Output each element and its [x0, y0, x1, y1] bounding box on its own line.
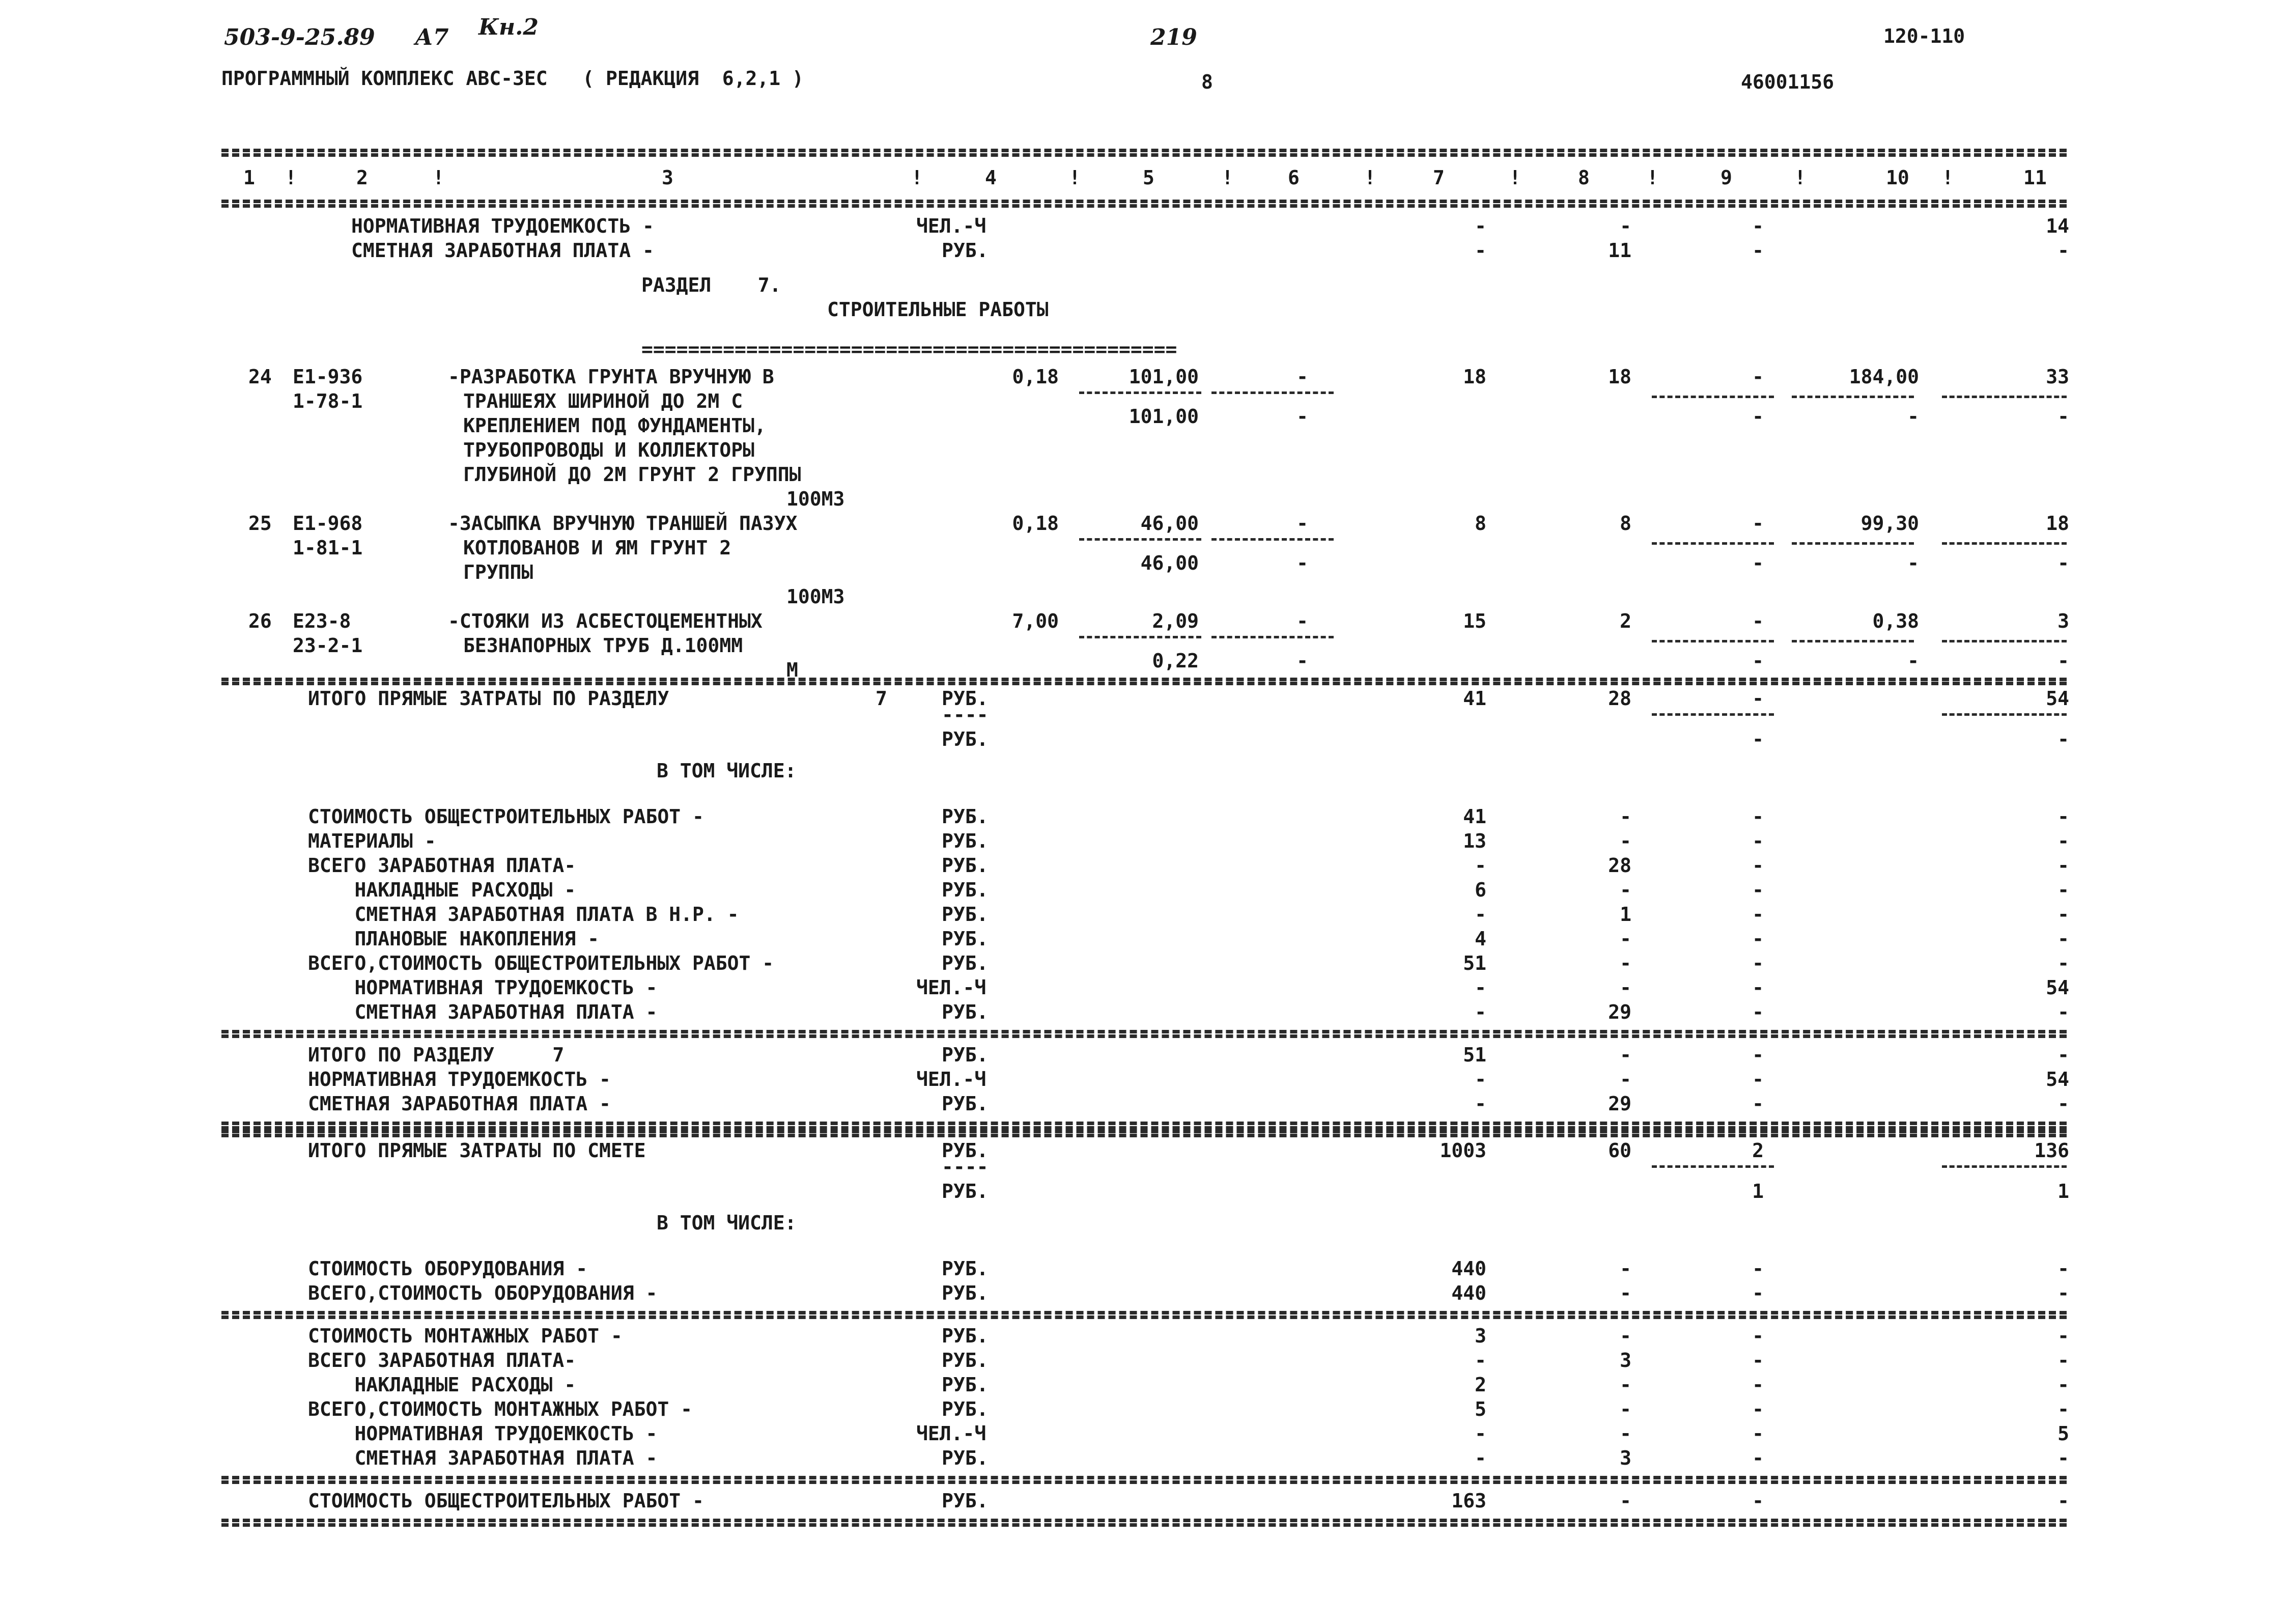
item-unit: М [786, 659, 798, 681]
total-rule [221, 678, 2067, 681]
unit-label: РУБ. [942, 854, 989, 877]
unit-label: РУБ. [942, 1349, 989, 1371]
cell-c7: 6 [1475, 879, 1486, 901]
column-separator: ! [1794, 166, 1806, 189]
cell-rule [1792, 396, 1914, 398]
unit-underline: ---- [942, 1156, 989, 1178]
cell-c8: 18 [1608, 366, 1631, 388]
cell-c11: - [2057, 1490, 2069, 1512]
summary-label: СМЕТНАЯ ЗАРАБОТНАЯ ПЛАТА В Н.Р. - [308, 903, 739, 926]
cell-c8: - [1620, 1325, 1631, 1347]
unit-label: РУБ. [942, 879, 989, 901]
column-header-11: 11 [2023, 166, 2047, 189]
unit-label: РУБ. [942, 903, 989, 926]
cell-c11: 14 [2046, 215, 2069, 237]
handwritten-doc-code: 503-9-25.89 [224, 24, 375, 50]
cell-rule [1942, 713, 2067, 716]
double-separator: ============================================== [641, 338, 1177, 360]
unit-label: РУБ. [942, 1398, 989, 1420]
cell-rule [1652, 1165, 1774, 1168]
section-rule [221, 1519, 2067, 1522]
carried-label: НОРМАТИВНАЯ ТРУДОЕМКОСТЬ - [351, 215, 654, 237]
cell-c7: 41 [1463, 687, 1486, 710]
cell-c11: 54 [2046, 1068, 2069, 1090]
total-section-number: 7 [876, 687, 887, 710]
cell-c9: - [1752, 976, 1764, 999]
column-header-7: 7 [1433, 166, 1445, 189]
cell-c9-secondary: - [1752, 650, 1764, 672]
cell-c7: - [1475, 1349, 1486, 1371]
cell-rule [1942, 640, 2067, 642]
section-rule-2 [221, 1034, 2067, 1038]
column-header-9: 9 [1721, 166, 1732, 189]
cell-c8: 60 [1608, 1139, 1631, 1162]
summary-label: НОРМАТИВНАЯ ТРУДОЕМКОСТЬ - [308, 1068, 611, 1090]
column-header-6: 6 [1288, 166, 1300, 189]
column-header-2: 2 [356, 166, 368, 189]
cell-c6: - [1296, 512, 1308, 535]
item-code-secondary: 23-2-1 [293, 634, 363, 657]
column-header-4: 4 [985, 166, 997, 189]
handwritten-page-number: 219 [1150, 24, 1197, 50]
cell-c9: - [1752, 928, 1764, 950]
cell-c9: - [1752, 903, 1764, 926]
item-description: КРЕПЛЕНИЕМ ПОД ФУНДАМЕНТЫ, [463, 414, 766, 437]
cell-c11: 136 [2034, 1139, 2069, 1162]
item-code: Е1-936 [293, 366, 363, 388]
cell-c11: - [2057, 1398, 2069, 1420]
cell-c8: - [1620, 1490, 1631, 1512]
unit-label: ЧЕЛ.-Ч [916, 1068, 986, 1090]
cell-c5: 46,00 [1140, 512, 1199, 535]
cell-c9: - [1752, 1490, 1764, 1512]
total-label: ИТОГО ПРЯМЫЕ ЗАТРАТЫ ПО СМЕТЕ [308, 1139, 646, 1162]
item-code-secondary: 1-78-1 [293, 390, 363, 412]
cell-c9: - [1752, 512, 1764, 535]
cell-c11: - [2057, 1349, 2069, 1371]
summary-label: НОРМАТИВНАЯ ТРУДОЕМКОСТЬ - [308, 976, 658, 999]
cell-c7: - [1475, 1093, 1486, 1115]
item-code: Е23-8 [293, 610, 351, 632]
cell-c8: - [1620, 928, 1631, 950]
cell-c7: - [1475, 1447, 1486, 1469]
cell-c9-secondary: - [1752, 728, 1764, 750]
unit-label: РУБ. [942, 239, 989, 262]
handwritten-book: Кн.2 [478, 14, 539, 40]
cell-c7: 1003 [1440, 1139, 1486, 1162]
cell-c9: - [1752, 1001, 1764, 1023]
cell-c8: - [1620, 215, 1631, 237]
cell-c5-secondary: 101,00 [1129, 405, 1199, 428]
item-description: БЕЗНАПОРНЫХ ТРУБ Д.100ММ [463, 634, 743, 657]
document-number: 46001156 [1741, 71, 1835, 93]
cell-c7: 41 [1463, 805, 1486, 828]
cell-c10-secondary: - [1907, 650, 1919, 672]
column-separator: ! [433, 166, 444, 189]
cell-c11: - [2057, 805, 2069, 828]
summary-label: СТОИМОСТЬ МОНТАЖНЫХ РАБОТ - [308, 1325, 623, 1347]
section-number: РАЗДЕЛ 7. [641, 274, 781, 296]
cell-c8: 3 [1620, 1349, 1631, 1371]
program-line: ПРОГРАММНЫЙ КОМПЛЕКС АВС-ЗЕС ( РЕДАКЦИЯ 6,2,1 ) [221, 67, 804, 90]
cell-c10-secondary: - [1907, 552, 1919, 574]
cell-c7: 440 [1451, 1282, 1486, 1304]
section-rule [221, 1122, 2067, 1125]
summary-label: ВСЕГО ЗАРАБОТНАЯ ПЛАТА- [308, 854, 576, 877]
total-label: ИТОГО ПРЯМЫЕ ЗАТРАТЫ ПО РАЗДЕЛУ [308, 687, 669, 710]
cell-c11-secondary: - [2057, 552, 2069, 574]
cell-c7: 5 [1475, 1398, 1486, 1420]
summary-label: СТОИМОСТЬ ОБОРУДОВАНИЯ - [308, 1257, 588, 1280]
cell-rule [1652, 640, 1774, 642]
unit-label: РУБ. [942, 1044, 989, 1066]
unit-label: РУБ. [942, 1447, 989, 1469]
cell-c9: - [1752, 854, 1764, 877]
cell-c8: 28 [1608, 854, 1631, 877]
cell-rule [1211, 538, 1334, 541]
cell-c8: - [1620, 976, 1631, 999]
rule-top-2 [221, 153, 2067, 157]
cell-c8: - [1620, 879, 1631, 901]
cell-rule [1652, 396, 1774, 398]
item-description: ГЛУБИНОЙ ДО 2М ГРУНТ 2 ГРУППЫ [463, 463, 801, 486]
cell-rule [1942, 396, 2067, 398]
cell-c11: - [2057, 1325, 2069, 1347]
cell-c9: - [1752, 610, 1764, 632]
column-separator: ! [1364, 166, 1376, 189]
cell-c11: - [2057, 879, 2069, 901]
cell-c9: - [1752, 1422, 1764, 1445]
unit-label-secondary: РУБ. [942, 728, 989, 750]
summary-label: ИТОГО ПО РАЗДЕЛУ 7 [308, 1044, 565, 1066]
cell-c8: - [1620, 1257, 1631, 1280]
item-description: ГРУППЫ [463, 561, 533, 583]
cell-c6: - [1296, 366, 1308, 388]
cell-c10: 184,00 [1849, 366, 1919, 388]
section-title: СТРОИТЕЛЬНЫЕ РАБОТЫ [827, 298, 1049, 321]
cell-c7: - [1475, 215, 1486, 237]
cell-rule [1079, 391, 1201, 394]
cell-c5-secondary: 46,00 [1140, 552, 1199, 574]
cell-c9: - [1752, 1093, 1764, 1115]
page-number: 8 [1201, 71, 1213, 93]
section-rule [221, 1311, 2067, 1314]
cell-c7: 15 [1463, 610, 1486, 632]
cell-c7: 440 [1451, 1257, 1486, 1280]
unit-label: РУБ. [942, 1139, 989, 1162]
cell-rule [1942, 1165, 2067, 1168]
cell-c7: - [1475, 1422, 1486, 1445]
carried-label: СМЕТНАЯ ЗАРАБОТНАЯ ПЛАТА - [351, 239, 654, 262]
summary-label: СМЕТНАЯ ЗАРАБОТНАЯ ПЛАТА - [308, 1001, 658, 1023]
column-separator: ! [1222, 166, 1233, 189]
cell-c8: - [1620, 1068, 1631, 1090]
cell-c11-secondary: - [2057, 405, 2069, 428]
cell-c4: 0,18 [1012, 512, 1059, 535]
section-rule-2 [221, 1480, 2067, 1484]
unit-label: РУБ. [942, 1325, 989, 1347]
unit-label: РУБ. [942, 687, 989, 710]
section-rule [221, 1476, 2067, 1479]
item-number: 26 [248, 610, 272, 632]
cell-c7: 8 [1475, 512, 1486, 535]
rule-top [221, 149, 2067, 152]
unit-label: РУБ. [942, 952, 989, 974]
column-header-1: 1 [243, 166, 255, 189]
unit-label: РУБ. [942, 1001, 989, 1023]
cell-c11: 33 [2046, 366, 2069, 388]
cell-c9: - [1752, 1325, 1764, 1347]
item-description: ТРАНШЕЯХ ШИРИНОЙ ДО 2М С [463, 390, 743, 412]
column-separator: ! [1509, 166, 1521, 189]
cell-c8: - [1620, 805, 1631, 828]
cell-c11-secondary: - [2057, 728, 2069, 750]
cell-c8: 11 [1608, 239, 1631, 262]
cell-c11-secondary: - [2057, 650, 2069, 672]
cell-c9: - [1752, 1349, 1764, 1371]
item-code-secondary: 1-81-1 [293, 537, 363, 559]
item-description: -СТОЯКИ ИЗ АСБЕСТОЦЕМЕНТНЫХ [448, 610, 763, 632]
cell-c6-secondary: - [1296, 650, 1308, 672]
item-unit: 100М3 [786, 585, 845, 608]
cell-c11-secondary: 1 [2057, 1180, 2069, 1202]
column-separator: ! [911, 166, 923, 189]
cell-c7: 51 [1463, 1044, 1486, 1066]
cell-c11: 54 [2046, 976, 2069, 999]
cell-c7: 2 [1475, 1374, 1486, 1396]
cell-c11: - [2057, 830, 2069, 852]
unit-label: ЧЕЛ.-Ч [916, 215, 986, 237]
cell-c5-secondary: 0,22 [1152, 650, 1199, 672]
item-unit: 100М3 [786, 488, 845, 510]
cell-c8: 3 [1620, 1447, 1631, 1469]
cell-c9: - [1752, 215, 1764, 237]
cell-c11: - [2057, 1093, 2069, 1115]
item-description: ТРУБОПРОВОДЫ И КОЛЛЕКТОРЫ [463, 439, 754, 461]
cell-c8: 29 [1608, 1001, 1631, 1023]
item-number: 24 [248, 366, 272, 388]
unit-label: РУБ. [942, 1374, 989, 1396]
cell-c4: 0,18 [1012, 366, 1059, 388]
summary-label: ВСЕГО ЗАРАБОТНАЯ ПЛАТА- [308, 1349, 576, 1371]
cell-c9: - [1752, 1257, 1764, 1280]
column-separator: ! [285, 166, 297, 189]
column-separator: ! [1647, 166, 1658, 189]
cell-c6: - [1296, 610, 1308, 632]
cell-c7: - [1475, 976, 1486, 999]
cell-c10-secondary: - [1907, 405, 1919, 428]
summary-label: ВСЕГО,СТОИМОСТЬ МОНТАЖНЫХ РАБОТ - [308, 1398, 692, 1420]
unit-label: ЧЕЛ.-Ч [916, 976, 986, 999]
cell-c8: - [1620, 1282, 1631, 1304]
total-rule-2 [221, 1134, 2067, 1137]
cell-c11: - [2057, 1001, 2069, 1023]
summary-label: ВСЕГО,СТОИМОСТЬ ОБЩЕСТРОИТЕЛЬНЫХ РАБОТ - [308, 952, 774, 974]
section-rule-2 [221, 1523, 2067, 1527]
section-rule [221, 1030, 2067, 1033]
cell-c7: 3 [1475, 1325, 1486, 1347]
summary-label: СТОИМОСТЬ ОБЩЕСТРОИТЕЛЬНЫХ РАБОТ - [308, 805, 704, 828]
item-number: 25 [248, 512, 272, 535]
cell-rule [1211, 636, 1334, 638]
cell-rule [1079, 538, 1201, 541]
cell-c8: - [1620, 952, 1631, 974]
cell-c7: - [1475, 854, 1486, 877]
cell-c7: 18 [1463, 366, 1486, 388]
cell-c5: 101,00 [1129, 366, 1199, 388]
cell-c9: - [1752, 1068, 1764, 1090]
unit-label-secondary: РУБ. [942, 1180, 989, 1202]
cell-rule [1211, 391, 1334, 394]
cell-rule [1942, 542, 2067, 545]
cell-c8: 28 [1608, 687, 1631, 710]
cell-c11: - [2057, 928, 2069, 950]
cell-c9: - [1752, 1398, 1764, 1420]
column-header-3: 3 [662, 166, 673, 189]
cell-c11: - [2057, 1044, 2069, 1066]
item-description: КОТЛОВАНОВ И ЯМ ГРУНТ 2 [463, 537, 731, 559]
summary-label: СМЕТНАЯ ЗАРАБОТНАЯ ПЛАТА - [308, 1093, 611, 1115]
cell-c9: - [1752, 1447, 1764, 1469]
cell-c9: - [1752, 1282, 1764, 1304]
cell-c11: 3 [2057, 610, 2069, 632]
cell-c11: 54 [2046, 687, 2069, 710]
unit-label: РУБ. [942, 1257, 989, 1280]
cell-c7: 4 [1475, 928, 1486, 950]
cell-rule [1792, 640, 1914, 642]
cell-c11: - [2057, 854, 2069, 877]
cell-c9: - [1752, 687, 1764, 710]
cell-c8: - [1620, 1398, 1631, 1420]
unit-label: РУБ. [942, 805, 989, 828]
cell-c5: 2,09 [1152, 610, 1199, 632]
cell-c8: 8 [1620, 512, 1631, 535]
cell-c9: - [1752, 952, 1764, 974]
cell-c9: - [1752, 366, 1764, 388]
cell-c4: 7,00 [1012, 610, 1059, 632]
cell-c9: - [1752, 805, 1764, 828]
rule-header [221, 200, 2067, 203]
cell-c9: - [1752, 879, 1764, 901]
cell-c9: 2 [1752, 1139, 1764, 1162]
cell-c9-secondary: - [1752, 552, 1764, 574]
column-header-10: 10 [1886, 166, 1909, 189]
cell-c7: - [1475, 903, 1486, 926]
cell-c11: - [2057, 903, 2069, 926]
section-rule-2 [221, 1126, 2067, 1130]
unit-label: РУБ. [942, 1490, 989, 1512]
cell-c9: - [1752, 239, 1764, 262]
cell-rule [1652, 542, 1774, 545]
item-description: -ЗАСЫПКА ВРУЧНУЮ ТРАНШЕЙ ПАЗУХ [448, 512, 798, 535]
cell-c11: 18 [2046, 512, 2069, 535]
cell-c7: 51 [1463, 952, 1486, 974]
including-label: В ТОМ ЧИСЛЕ: [657, 1212, 797, 1234]
column-separator: ! [1942, 166, 1954, 189]
cell-c8: - [1620, 830, 1631, 852]
cell-c11: 5 [2057, 1422, 2069, 1445]
summary-label: СМЕТНАЯ ЗАРАБОТНАЯ ПЛАТА - [308, 1447, 658, 1469]
summary-label: МАТЕРИАЛЫ - [308, 830, 436, 852]
cell-c7: 163 [1451, 1490, 1486, 1512]
cell-c8: 29 [1608, 1093, 1631, 1115]
item-description: -РАЗРАБОТКА ГРУНТА ВРУЧНУЮ В [448, 366, 774, 388]
unit-label: РУБ. [942, 830, 989, 852]
cell-c11: - [2057, 1257, 2069, 1280]
rule-header-2 [221, 204, 2067, 208]
summary-label: ПЛАНОВЫЕ НАКОПЛЕНИЯ - [308, 928, 599, 950]
cell-c8: - [1620, 1422, 1631, 1445]
cell-c11: - [2057, 952, 2069, 974]
column-header-5: 5 [1143, 166, 1154, 189]
unit-underline: ---- [942, 704, 989, 726]
unit-label: РУБ. [942, 1093, 989, 1115]
cell-c10: 99,30 [1860, 512, 1919, 535]
cell-c9-secondary: - [1752, 405, 1764, 428]
summary-label: НАКЛАДНЫЕ РАСХОДЫ - [308, 1374, 576, 1396]
including-label: В ТОМ ЧИСЛЕ: [657, 760, 797, 782]
cell-c9: - [1752, 830, 1764, 852]
cell-c6-secondary: - [1296, 552, 1308, 574]
cell-rule [1079, 636, 1201, 638]
unit-label: РУБ. [942, 1282, 989, 1304]
column-separator: ! [1069, 166, 1081, 189]
cell-c7: - [1475, 1068, 1486, 1090]
unit-label: ЧЕЛ.-Ч [916, 1422, 986, 1445]
summary-label: СТОИМОСТЬ ОБЩЕСТРОИТЕЛЬНЫХ РАБОТ - [308, 1490, 704, 1512]
cell-c9-secondary: 1 [1752, 1180, 1764, 1202]
cell-c9: - [1752, 1374, 1764, 1396]
cell-c8: 2 [1620, 610, 1631, 632]
section-rule-2 [221, 1315, 2067, 1319]
cell-c7: - [1475, 1001, 1486, 1023]
cell-c8: - [1620, 1044, 1631, 1066]
cell-c7: 13 [1463, 830, 1486, 852]
summary-label: НОРМАТИВНАЯ ТРУДОЕМКОСТЬ - [308, 1422, 658, 1445]
cell-c7: - [1475, 239, 1486, 262]
summary-label: НАКЛАДНЫЕ РАСХОДЫ - [308, 879, 576, 901]
cell-rule [1652, 713, 1774, 716]
cell-c11: - [2057, 1282, 2069, 1304]
total-rule [221, 1130, 2067, 1133]
summary-label: ВСЕГО,СТОИМОСТЬ ОБОРУДОВАНИЯ - [308, 1282, 658, 1304]
cell-c10: 0,38 [1872, 610, 1919, 632]
cell-c11: - [2057, 239, 2069, 262]
column-header-8: 8 [1578, 166, 1590, 189]
total-rule-2 [221, 682, 2067, 685]
code-right: 120-110 [1883, 25, 1965, 47]
cell-c8: - [1620, 1374, 1631, 1396]
cell-c11: - [2057, 1374, 2069, 1396]
cell-c8: 1 [1620, 903, 1631, 926]
handwritten-album: А7 [415, 24, 449, 50]
unit-label: РУБ. [942, 928, 989, 950]
cell-c9: - [1752, 1044, 1764, 1066]
cell-c6-secondary: - [1296, 405, 1308, 428]
item-code: Е1-968 [293, 512, 363, 535]
cell-rule [1792, 542, 1914, 545]
cell-c11: - [2057, 1447, 2069, 1469]
